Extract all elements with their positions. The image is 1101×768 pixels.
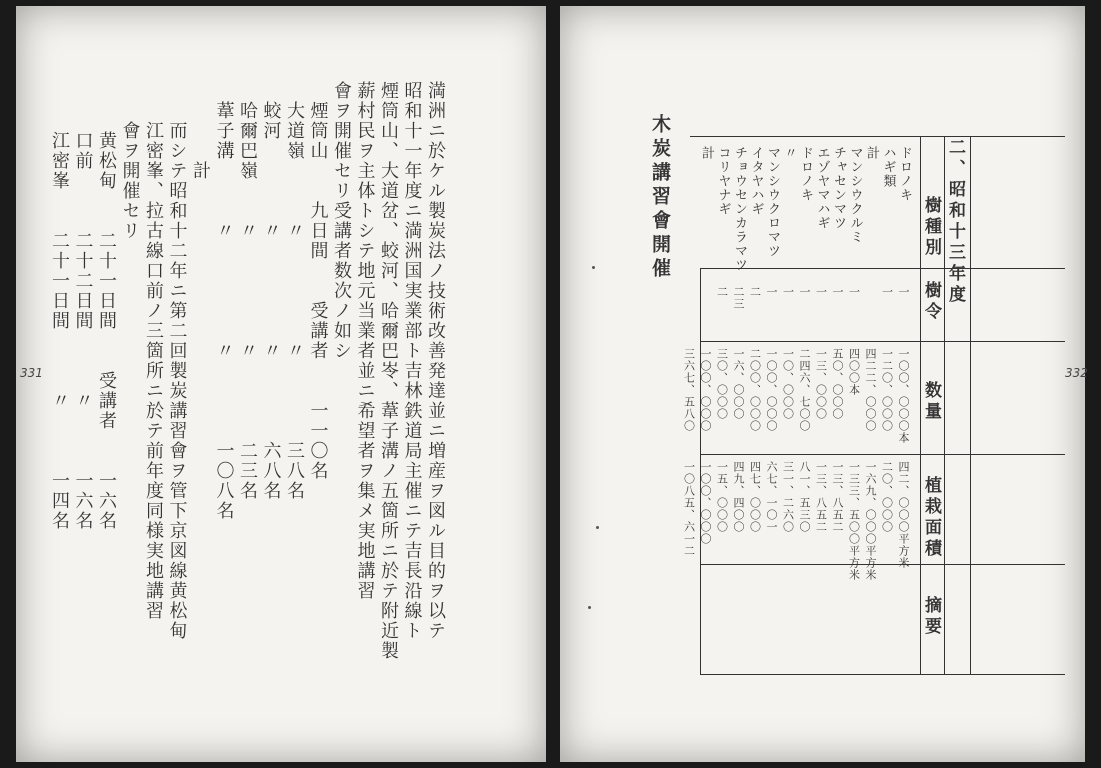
- cell-qty: 五〇、〇〇〇: [831, 348, 844, 420]
- header-quantity: 数量: [921, 381, 941, 423]
- cell-age: 一: [847, 286, 861, 298]
- cell-qty: 一六、〇〇〇: [732, 348, 745, 420]
- text-column: 大道嶺 〃 〃 三八名: [284, 101, 305, 501]
- cell-area: 一三、八五二: [831, 461, 844, 533]
- cell-area: 四二、〇〇〇平方米: [897, 461, 910, 569]
- cell-species: 計: [699, 146, 714, 160]
- cell-area: 一六九、〇〇〇平方米: [864, 461, 877, 581]
- cell-species: ハギ類: [880, 146, 896, 188]
- text-column: 蛟河 〃 〃 六八名: [260, 101, 282, 501]
- cell-age: 一: [897, 286, 910, 298]
- cell-age: 一: [880, 286, 894, 298]
- cell-age: 二: [715, 286, 729, 298]
- cell-age: 一: [765, 286, 778, 298]
- header-species: 樹種別: [921, 196, 941, 259]
- cell-species: チャセンマツ: [831, 146, 846, 230]
- text-column: 計: [190, 161, 211, 181]
- cell-species: チョウセンカラマツ: [732, 146, 747, 272]
- cell-qty: 三六七、五八〇: [682, 348, 696, 432]
- cell-species: マンシウクロマツ: [765, 146, 780, 258]
- cell-species: ドロノキ: [897, 146, 912, 202]
- table-row-line: [700, 341, 1065, 342]
- paper-speck: [596, 526, 599, 529]
- cell-area: 一三三、五〇〇平方米: [847, 461, 861, 581]
- right-page: [560, 6, 1088, 762]
- table-row-line: [700, 564, 1065, 565]
- text-column: 口前 二十二日間 〃 一六名: [72, 131, 94, 531]
- cell-species: エゾヤマハギ: [814, 146, 830, 230]
- cell-species: マンシウクルミ: [847, 146, 863, 244]
- paper-speck: [592, 266, 595, 269]
- header-area: 植栽面積: [921, 476, 941, 560]
- table-title: 二、昭和十三年度: [945, 138, 965, 306]
- cell-qty: 一〇〇、〇〇〇本: [897, 348, 910, 444]
- cell-qty: 四二二、〇〇〇: [864, 348, 877, 432]
- table-row-line: [700, 268, 1065, 269]
- left-page: [16, 6, 546, 762]
- cell-area: 八一、五三〇: [798, 461, 811, 533]
- table-column-line: [970, 136, 971, 674]
- cell-qty: 四〇〇本: [847, 348, 861, 396]
- page-number: 332: [1065, 366, 1088, 380]
- text-column: 煙筒山、大道岔、蛟河、哈爾巴岺、葦子溝ノ五箇所ニ於テ附近製: [378, 81, 399, 661]
- text-column: 薪村民ヲ主体トシテ地元当業者並ニ希望者ヲ集メ実地講習: [354, 81, 376, 601]
- section-title: 木炭講習會開催: [649, 114, 671, 282]
- paper-speck: [588, 606, 591, 609]
- cell-age: 一: [798, 286, 811, 298]
- cell-qty: 二〇〇、〇〇〇: [748, 348, 762, 432]
- cell-age: 一: [831, 286, 844, 298]
- cell-species: 〃: [781, 146, 797, 160]
- cell-qty: 二四六、七〇〇: [798, 348, 811, 432]
- cell-area: 六七、一〇一: [765, 461, 778, 533]
- page-number: 331: [20, 366, 43, 380]
- cell-qty: 一〇〇、〇〇〇: [699, 348, 712, 432]
- text-column: 煙筒山 九日間 受講者 一一〇名: [307, 101, 329, 481]
- cell-species: 計: [864, 146, 879, 160]
- text-column: 江密峯 二十一日間 〃 一四名: [49, 131, 70, 531]
- header-tree-age: 樹令: [921, 281, 941, 323]
- text-column: 黄松甸 二十一日間 受講者 一六名: [96, 131, 117, 531]
- text-column: 會ヲ開催セリ受講者数次ノ如シ: [331, 81, 352, 361]
- cell-age: 一: [814, 286, 828, 298]
- text-column: 而シテ昭和十二年ニ第二回製炭講習會ヲ管下京図線黄松甸: [166, 121, 188, 641]
- cell-qty: 三〇、〇〇〇: [715, 348, 729, 420]
- cell-species: コリヤナギ: [715, 146, 731, 216]
- text-column: 哈爾巴嶺 〃 〃 二三名: [237, 101, 258, 501]
- cell-area: 四七、〇〇〇: [748, 461, 762, 533]
- text-column: 満洲ニ於ケル製炭法ノ技術改善発達並ニ増産ヲ図ル目的ヲ以テ: [425, 81, 446, 641]
- cell-age: 二: [748, 286, 762, 298]
- cell-qty: 一〇〇、〇〇〇: [765, 348, 778, 432]
- header-remarks: 摘要: [921, 596, 941, 638]
- cell-species: イタヤハギ: [748, 146, 764, 216]
- cell-area: 三一、二六〇: [781, 461, 795, 533]
- cell-species: ドロノキ: [798, 146, 813, 202]
- table-row-line: [700, 454, 1065, 455]
- text-column: 昭和十一年度ニ満洲国実業部ト吉林鉄道局主催ニテ吉長沿線ト: [401, 81, 423, 641]
- cell-area: 二〇、〇〇〇: [880, 461, 894, 533]
- cell-age: 二三: [732, 286, 745, 310]
- cell-area: 一五、〇〇〇: [715, 461, 729, 533]
- cell-qty: 一〇、〇〇〇: [781, 348, 795, 420]
- text-column: 江密峯、拉古線口前ノ三箇所ニ於テ前年度同様実地講習: [143, 121, 164, 621]
- cell-area: 一〇八五、六一二: [682, 461, 696, 557]
- cell-area: 一三、八五二: [814, 461, 828, 533]
- cell-qty: 一三、〇〇〇: [814, 348, 828, 420]
- table-bottom-border: [700, 674, 1065, 675]
- text-column: 會ヲ開催セリ: [119, 121, 141, 241]
- cell-area: 四九、四〇〇: [732, 461, 745, 533]
- text-column: 葦子溝 〃 〃 一〇八名: [213, 101, 235, 521]
- table-top-border: [690, 136, 1065, 137]
- cell-age: 一: [781, 286, 795, 298]
- cell-qty: 一二〇、〇〇〇: [880, 348, 894, 432]
- cell-area: 一〇〇、〇〇〇: [699, 461, 712, 545]
